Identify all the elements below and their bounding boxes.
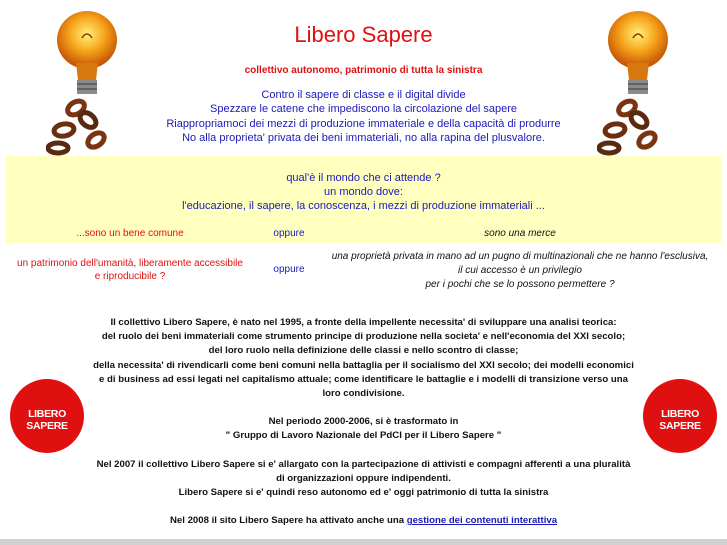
option-heritage-line: e riproducibile ? [94,271,166,282]
history-line: e di business ad essi legati nel capitalismo attuale; come identificare le battaglie e i modelli di transizione verso una [99,373,628,385]
history-line: del ruolo dei beni immateriali come strumento principe di produzione nella societa' e nell'economia del XXI secolo; [101,331,626,343]
option-common-good: ...sono un bene comune [76,228,184,239]
mission-line: Spezzare le catene che impediscono la circolazione del sapere [210,103,517,116]
question-line: un mondo dove: [324,186,403,198]
page-subtitle: collettivo autonomo, patrimonio di tutta la sinistra [244,65,483,76]
history-line: della necessita' di rivendicarli come beni comuni nella battaglia per il socialismo del XXI secolo; dei modelli economici [93,359,634,371]
history-line: Nel periodo 2000-2006, si è trasformato in [268,416,459,428]
history-line: Libero Sapere si e' quindi reso autonomo ed e' oggi patrimonio di tutta la sinistra [178,487,549,499]
history-line-text: Nel 2008 il sito Libero Sapere ha attivato anche una [169,515,407,527]
option-private-line: per i pochi che se lo possono permettere ? [425,279,615,290]
question-text [0,171,727,213]
option-private-line: una proprietà privata in mano ad un pugno di multinazionali che ne hanno l'esclusiva, [331,251,709,262]
option-or: oppure [273,228,305,239]
logo-text: LIBERO SAPERE [659,408,701,432]
option-private-property [320,250,720,292]
option-heritage-line: un patrimonio dell'umanità, liberamente accessibile [17,258,243,269]
option-heritage [6,257,254,283]
mission-line: Contro il sapere di classe e il digital divide [261,89,466,101]
interactive-content-link[interactable]: gestione dei contenuti interattiva [406,515,558,527]
mission-statements [0,88,727,146]
mission-line: No alla proprieta' privata dei beni immateriali, no alla rapina del plusvalore. [182,132,545,145]
mission-line: Riappropriamoci dei mezzi di produzione immateriale e della capacità di produrre [166,117,561,130]
history-section [60,316,667,528]
history-line: loro condivisione. [322,388,405,400]
option-or: oppure [273,264,305,275]
option-private-line: il cui accesso è un privilegio [458,265,582,276]
logo-text: LIBERO SAPERE [26,408,68,432]
history-line: Nel 2007 il collettivo Libero Sapere si e' allargato con la partecipazione di attivisti e compagni afferenti a una pluralità [96,458,631,470]
history-line: Il collettivo Libero Sapere, è nato nel 1995, a fronte della impellente necessita' di sviluppare una analisi teorica: [110,317,617,328]
bottom-border [0,539,727,545]
history-line: del loro ruolo nella definizione delle classi e nello scontro di classe; [208,345,519,357]
question-line: l'educazione, il sapere, la conoscenza, i mezzi di produzione immateriali ... [182,200,545,212]
question-line: qual'è il mondo che ci attende ? [286,172,441,184]
history-line: di organizzazioni oppure indipendenti. [276,472,451,484]
history-line: " Gruppo di Lavoro Nazionale del PdCI per il Libero Sapere " [225,430,502,442]
history-line [60,514,667,528]
page-title: Libero Sapere [294,22,433,47]
option-commodity: sono una merce [484,228,556,239]
